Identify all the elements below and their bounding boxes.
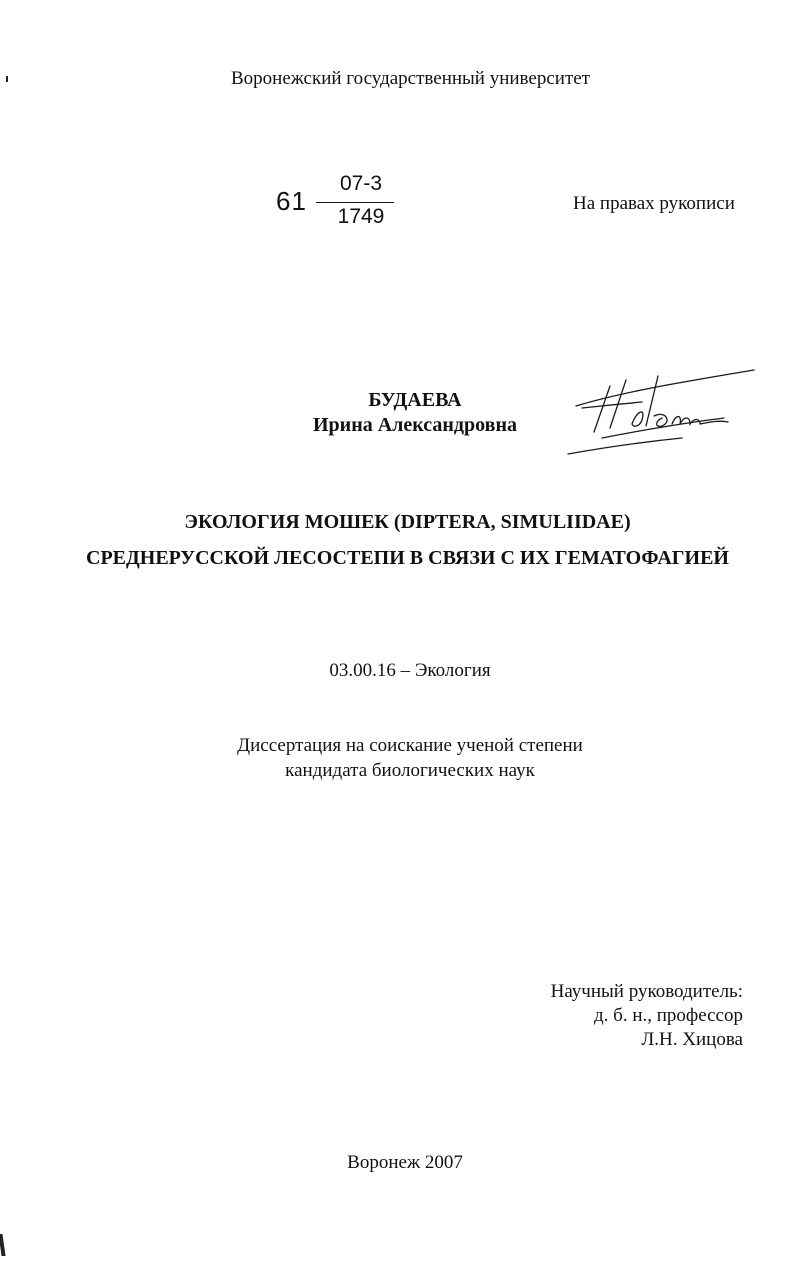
scan-mark-bottom	[0, 1234, 6, 1256]
dissertation-title-line-1: ЭКОЛОГИЯ МОШЕК (DIPTERA, SIMULIIDAE)	[184, 511, 631, 533]
library-code-prefix: 61	[276, 186, 307, 216]
library-code-fraction-line	[316, 202, 394, 203]
author-name: Ирина Александровна	[312, 414, 517, 436]
supervisor-degree: д. б. н., профессор	[593, 1005, 743, 1026]
library-code-numerator: 07-3	[339, 172, 383, 195]
supervisor-role: Научный руководитель:	[550, 981, 743, 1002]
author-surname: БУДАЕВА	[368, 389, 462, 411]
library-code-denominator: 1749	[337, 205, 385, 228]
degree-statement-line-2: кандидата биологических наук	[285, 760, 535, 781]
degree-statement-line-1: Диссертация на соискание ученой степени	[237, 735, 583, 756]
library-code-stamp	[276, 172, 406, 232]
supervisor-name: Л.Н. Хицова	[641, 1029, 743, 1050]
author-signature	[562, 366, 758, 466]
rights-note: На правах рукописи	[573, 193, 735, 214]
supervisor-block	[551, 980, 743, 1052]
dissertation-title-line-2: СРЕДНЕРУССКОЙ ЛЕСОСТЕПИ В СВЯЗИ С ИХ ГЕМАТОФАГИЕЙ	[86, 547, 729, 569]
specialty-code: 03.00.16 – Экология	[329, 660, 491, 681]
university-name: Воронежский государственный университет	[230, 68, 590, 89]
city-year: Воронеж 2007	[347, 1152, 463, 1173]
